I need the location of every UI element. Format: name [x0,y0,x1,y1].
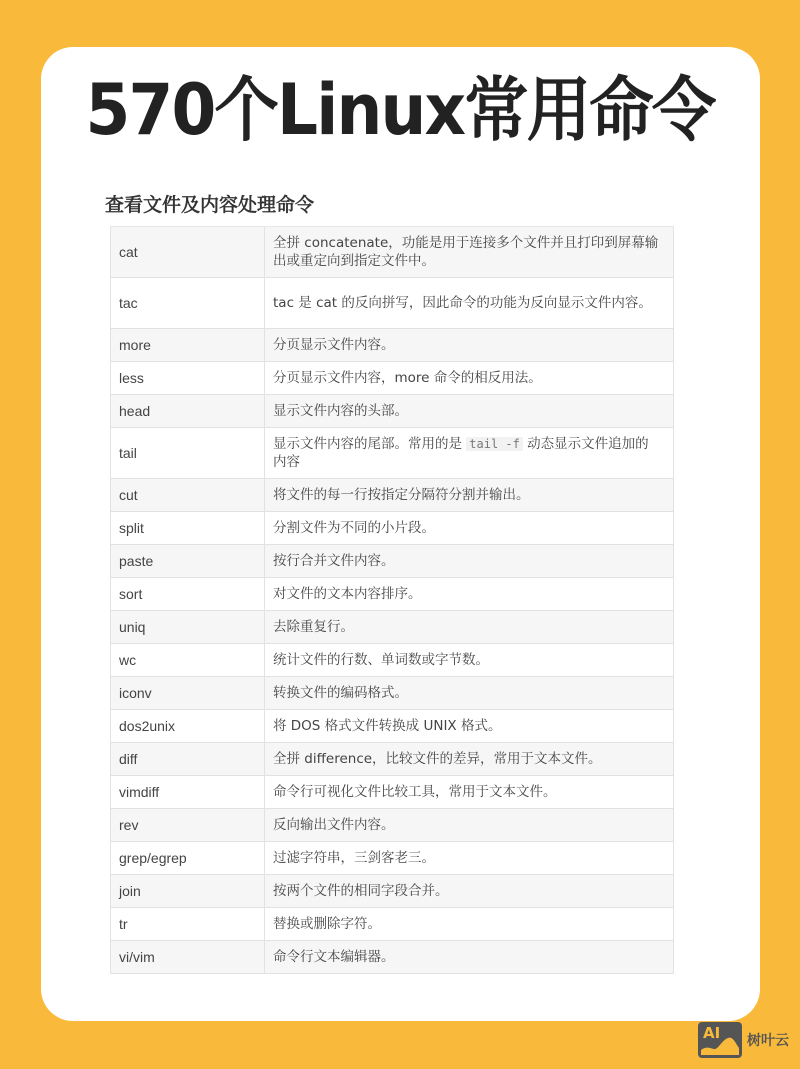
command-description: 按两个文件的相同字段合并。 [273,883,449,899]
command-description: 替换或删除字符。 [273,916,381,932]
table-row [111,478,673,511]
table-row [111,394,673,427]
table-row [111,775,673,808]
command-name: dos2unix [111,710,265,742]
watermark-label: 树叶云 [747,1033,789,1049]
command-name: tr [111,908,265,940]
table-row [111,328,673,361]
table-row [111,709,673,742]
command-description: 分割文件为不同的小片段。 [273,520,435,536]
ai-image-icon [698,1022,742,1058]
command-description: 命令行文本编辑器。 [273,949,395,965]
watermark [698,1022,789,1058]
command-name: vi/vim [111,941,265,973]
table-row [111,676,673,709]
command-description: 转换文件的编码格式。 [273,685,408,701]
description-text: 动态显示文件追加的内容 [273,436,649,470]
command-description: 分页显示文件内容。 [273,337,395,353]
command-name: rev [111,809,265,841]
command-description: 将 DOS 格式文件转换成 UNIX 格式。 [273,718,502,734]
table-row [111,940,673,973]
command-description: 将文件的每一行按指定分隔符分割并输出。 [273,487,530,503]
table-row [111,577,673,610]
command-name: head [111,395,265,427]
page-title: 570个Linux常用命令 [85,69,715,151]
command-description: 反向输出文件内容。 [273,817,395,833]
table-row [111,511,673,544]
command-description: 全拼 concatenate，功能是用于连接多个文件并且打印到屏幕输出或重定向到指定文件中。 [273,235,659,269]
command-name: less [111,362,265,394]
table-row [111,874,673,907]
command-name: grep/egrep [111,842,265,874]
table-row [111,742,673,775]
table-row [111,226,673,277]
table-row [111,841,673,874]
command-name: wc [111,644,265,676]
command-name: tac [111,278,265,328]
table-row [111,427,673,478]
command-description: 显示文件内容的头部。 [273,403,408,419]
command-table [110,226,674,974]
command-description: 命令行可视化文件比较工具，常用于文本文件。 [273,784,557,800]
command-name: more [111,329,265,361]
command-name: vimdiff [111,776,265,808]
table-row [111,907,673,940]
table-row [111,808,673,841]
command-name: join [111,875,265,907]
command-name: tail [111,428,265,478]
command-description: 统计文件的行数、单词数或字节数。 [273,652,489,668]
description-text: 显示文件内容的尾部。常用的是 [273,436,467,452]
command-name: uniq [111,611,265,643]
inline-code: tail -f [466,437,523,451]
command-description: 对文件的文本内容排序。 [273,586,422,602]
table-row [111,277,673,328]
command-description: 分页显示文件内容，more 命令的相反用法。 [273,370,542,386]
command-name: iconv [111,677,265,709]
command-name: paste [111,545,265,577]
command-name: cat [111,227,265,277]
command-description: 全拼 difference，比较文件的差异，常用于文本文件。 [273,751,602,767]
command-name: sort [111,578,265,610]
command-name: split [111,512,265,544]
ai-icon-text: AI [703,1024,721,1042]
command-description: tac 是 cat 的反向拼写，因此命令的功能为反向显示文件内容。 [273,295,652,311]
table-row [111,643,673,676]
mountain-icon [698,1022,742,1058]
command-description: 去除重复行。 [273,619,354,635]
command-description: 按行合并文件内容。 [273,553,395,569]
table-row [111,361,673,394]
table-row [111,610,673,643]
section-title: 查看文件及内容处理命令 [105,194,315,216]
table-row [111,544,673,577]
command-description: 过滤字符串，三剑客老三。 [273,850,435,866]
command-description [265,428,673,478]
command-name: cut [111,479,265,511]
command-name: diff [111,743,265,775]
